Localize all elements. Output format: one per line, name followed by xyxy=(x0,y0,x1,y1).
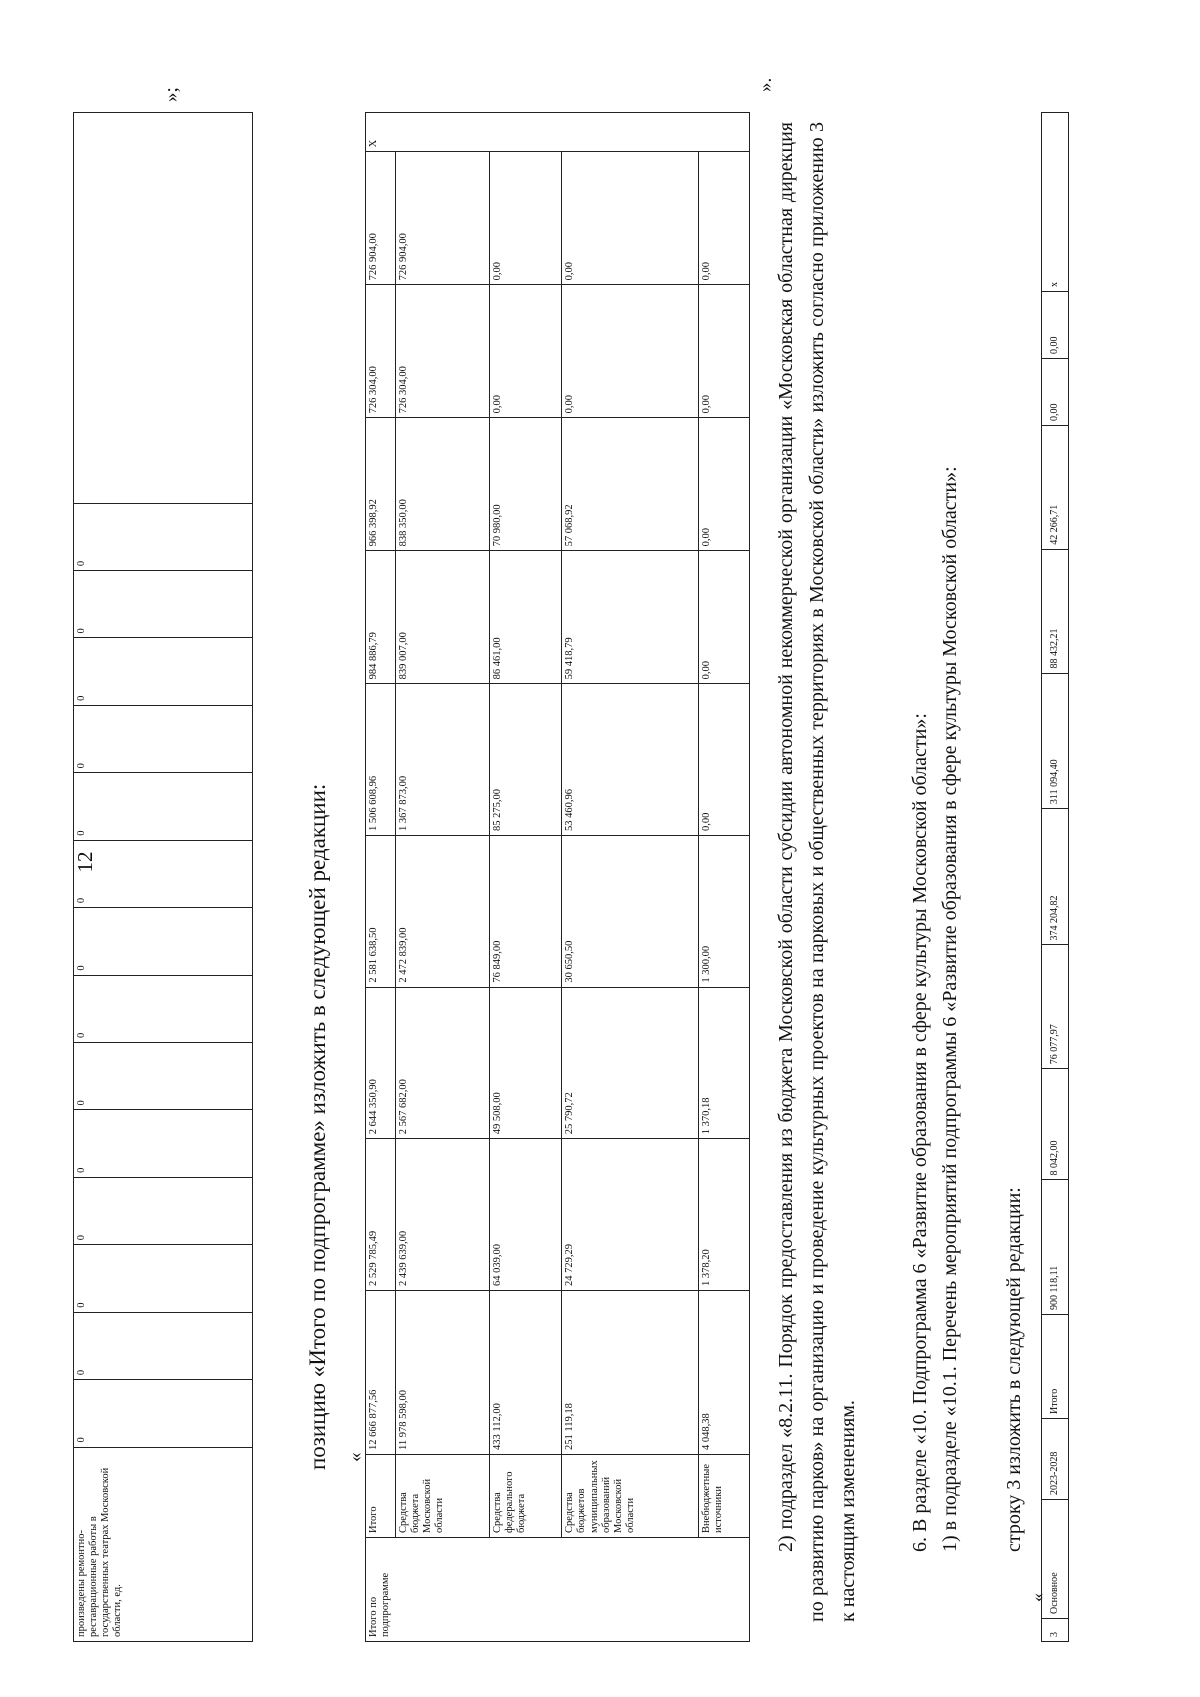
table-cell: 726 304,00 xyxy=(396,285,490,418)
table-cell: 0 xyxy=(74,773,253,840)
subprogram-total-table xyxy=(365,112,750,1642)
table-cell: 4 048,38 xyxy=(698,1290,749,1454)
table-cell: 3 xyxy=(1042,1619,1069,1642)
table-row xyxy=(74,113,253,1642)
table-cell: 0 xyxy=(74,571,253,638)
table-row xyxy=(396,113,490,1642)
table-cell: 2 439 639,00 xyxy=(396,1139,490,1291)
table-cell: 2 567 682,00 xyxy=(396,987,490,1139)
table-cell: 85 275,00 xyxy=(489,684,562,836)
table-cell: 86 461,00 xyxy=(489,551,562,684)
table-cell: 966 398,92 xyxy=(366,418,396,551)
table-cell: 1 367 873,00 xyxy=(396,684,490,836)
table-cell: 726 904,00 xyxy=(366,152,396,285)
table-cell: 2 644 350,90 xyxy=(366,987,396,1139)
table-cell: 0,00 xyxy=(698,684,749,836)
table-row xyxy=(489,113,562,1642)
table-cell: 0 xyxy=(74,1312,253,1379)
table-cell: 0,00 xyxy=(489,285,562,418)
source-label: Средства бюджетов муниципальных образований Московской области xyxy=(562,1455,698,1538)
table-cell: 8 042,00 xyxy=(1042,1069,1069,1180)
opening-quote: « xyxy=(345,1452,366,1462)
table-cell: 42 266,71 xyxy=(1042,425,1069,549)
table-cell: 57 068,92 xyxy=(562,418,698,551)
table-cell: 24 729,29 xyxy=(562,1139,698,1291)
table-cell: 0 xyxy=(74,638,253,705)
indicator-table xyxy=(73,112,253,1642)
table-cell: 0,00 xyxy=(1042,359,1069,426)
table-cell: 900 118,11 xyxy=(1042,1180,1069,1315)
table-cell: 11 978 598,00 xyxy=(396,1290,490,1454)
table-cell: 0,00 xyxy=(698,551,749,684)
table-cell: 0,00 xyxy=(698,285,749,418)
table-cell: 2 529 785,49 xyxy=(366,1139,396,1291)
table-cell: 70 980,00 xyxy=(489,418,562,551)
source-label: Итого xyxy=(366,1455,396,1538)
table-cell: 0 xyxy=(74,705,253,772)
table-cell: 0,00 xyxy=(562,152,698,285)
source-label: Средства бюджета Московской области xyxy=(396,1455,490,1538)
table-cell: 0 xyxy=(74,1380,253,1447)
table-cell: Основное xyxy=(1042,1500,1069,1619)
table-cell: 0,00 xyxy=(562,285,698,418)
table-cell: 726 304,00 xyxy=(366,285,396,418)
table-cell: 0 xyxy=(74,1043,253,1110)
table-cell: 2 581 638,50 xyxy=(366,836,396,988)
table-cell: Итого xyxy=(1042,1315,1069,1419)
table-cell: 0 xyxy=(74,908,253,975)
table-cell: 53 460,96 xyxy=(562,684,698,836)
table-cell: 984 886,79 xyxy=(366,551,396,684)
activities-table-row-3 xyxy=(1041,112,1069,1642)
paragraph-subsection-10-1: 1) в подразделе «10.1. Перечень мероприятий подпрограммы 6 «Развитие образования в сфере культуры Московской области»: xyxy=(939,466,961,1552)
paragraph-section-10: 6. В разделе «10. Подпрограмма 6 «Развитие образования в сфере культуры Московской области»: xyxy=(909,713,931,1552)
table-cell: 1 370,18 xyxy=(698,987,749,1139)
table-cell: 25 790,72 xyxy=(562,987,698,1139)
table-cell: 0 xyxy=(74,503,253,570)
paragraph-subsection-8-2-11: 2) подраздел «8.2.11. Порядок предоставления из бюджета Московской области субсидии автономной некоммерческой организации «Московская областная дирекция по развитию парков» на организацию и проведение культурных проектов на парковых и общественных территориях в Московской области» изложить согласно приложению 3 к настоящим изменениям. xyxy=(775,122,859,1622)
closing-quote: ». xyxy=(755,77,776,92)
table-cell: 1 300,00 xyxy=(698,836,749,988)
table-cell: 0 xyxy=(74,1245,253,1312)
table-cell: 30 650,50 xyxy=(562,836,698,988)
table-cell: 2 472 839,00 xyxy=(396,836,490,988)
table-cell: 49 508,00 xyxy=(489,987,562,1139)
table-cell: 1 378,20 xyxy=(698,1139,749,1291)
indicator-label: произведены ремонтно-реставрационные работы в государственных театрах Московской области, ед. xyxy=(74,1447,253,1641)
table-cell: 1 506 608,96 xyxy=(366,684,396,836)
table-cell: 0,00 xyxy=(1042,292,1069,359)
table-cell: 726 904,00 xyxy=(396,152,490,285)
row-label: Итого по подпрограмме xyxy=(366,1538,750,1642)
table-cell: 0 xyxy=(74,1110,253,1177)
table-row xyxy=(1042,113,1069,1642)
table-cell-x: х xyxy=(1042,113,1069,292)
table-cell: 0,00 xyxy=(698,152,749,285)
table-cell: 76 849,00 xyxy=(489,836,562,988)
table-cell: 838 350,00 xyxy=(396,418,490,551)
table-row xyxy=(698,113,749,1642)
table-cell: 374 204,82 xyxy=(1042,809,1069,945)
paragraph-row-3: строку 3 изложить в следующей редакции: xyxy=(1003,1187,1025,1552)
table-cell: 59 418,79 xyxy=(562,551,698,684)
table-cell: 0 xyxy=(74,840,253,907)
table-cell: 64 039,00 xyxy=(489,1139,562,1291)
page-number: 12 xyxy=(73,851,97,873)
table-cell: 839 007,00 xyxy=(396,551,490,684)
table-cell: 251 119,18 xyxy=(562,1290,698,1454)
table-cell: 0,00 xyxy=(698,418,749,551)
table-cell: 12 666 877,56 xyxy=(366,1290,396,1454)
table-cell: 88 432,21 xyxy=(1042,549,1069,673)
source-label: Внебюджетные источники xyxy=(698,1455,749,1538)
table-cell: 2023-2028 xyxy=(1042,1419,1069,1500)
table-cell: 0 xyxy=(74,975,253,1042)
table-cell: 433 112,00 xyxy=(489,1290,562,1454)
opening-quote: « xyxy=(1027,1593,1047,1602)
table-cell: 76 077,97 xyxy=(1042,945,1069,1069)
rotated-content xyxy=(65,77,1085,1642)
table-cell: 0,00 xyxy=(489,152,562,285)
closing-quote: »; xyxy=(161,87,182,102)
table-row xyxy=(366,113,396,1642)
section-heading: позицию «Итого по подпрограмме» изложить в следующей редакции: xyxy=(305,783,330,1470)
source-label: Средства федерального бюджета xyxy=(489,1455,562,1538)
table-cell-x: Х xyxy=(366,113,750,152)
table-cell: 0 xyxy=(74,1177,253,1244)
table-cell-empty xyxy=(74,113,253,504)
table-cell: 311 094,40 xyxy=(1042,673,1069,809)
table-row xyxy=(562,113,698,1642)
